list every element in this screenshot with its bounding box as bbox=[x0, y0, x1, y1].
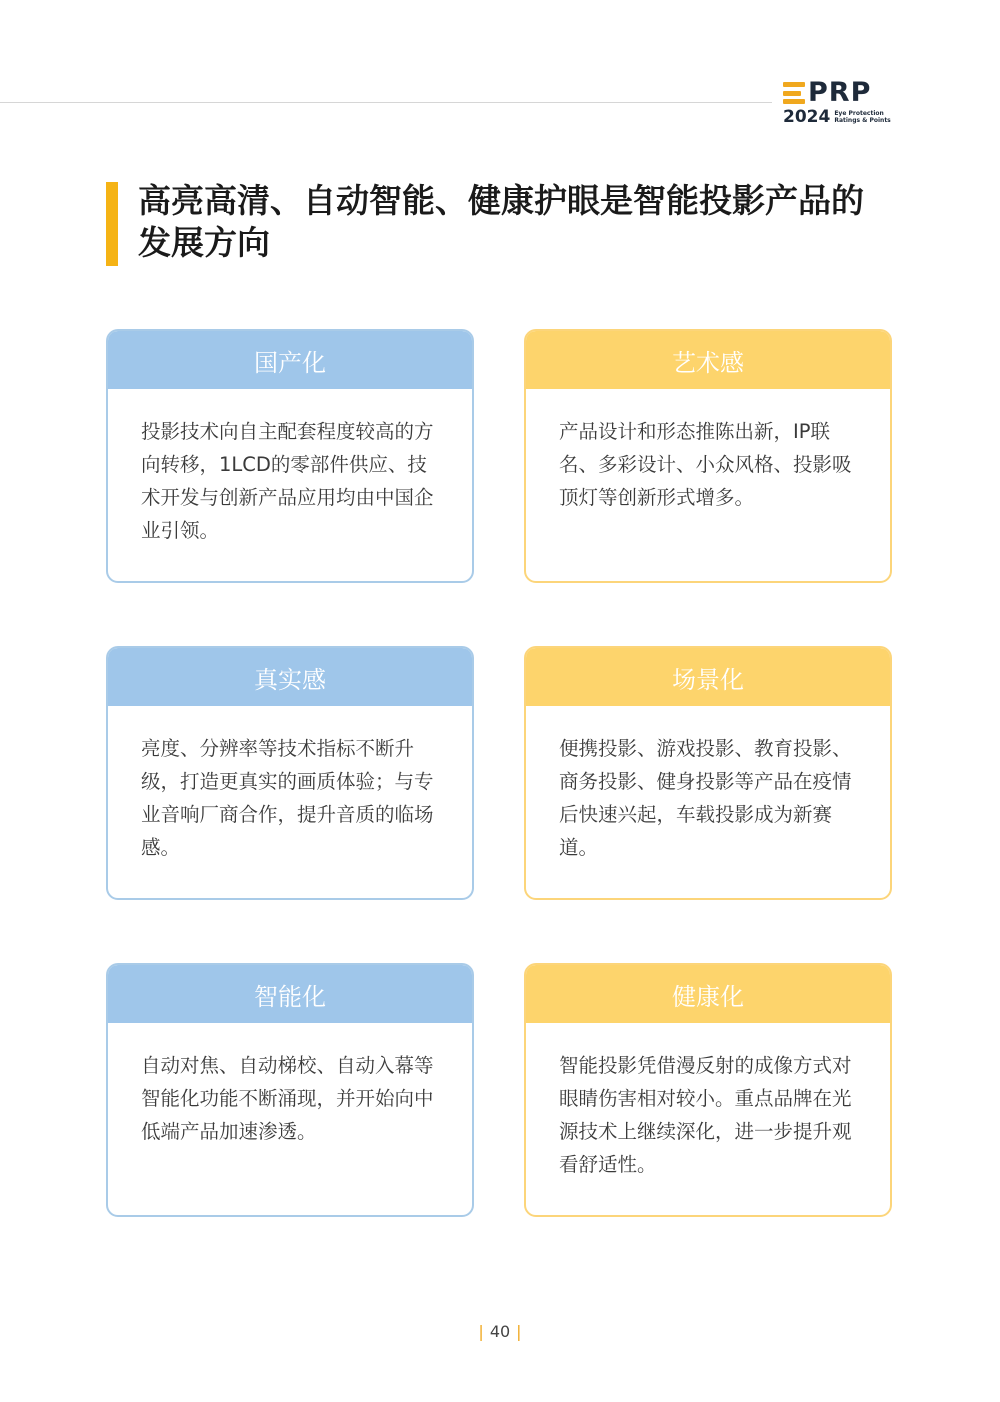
card-artistry bbox=[524, 329, 892, 583]
title-accent-bar bbox=[106, 182, 118, 266]
card-heading: 国产化 bbox=[108, 331, 472, 389]
page-number-value: 40 bbox=[489, 1322, 511, 1341]
logo-year: 2024 bbox=[783, 107, 831, 127]
eprp-logo bbox=[783, 77, 893, 130]
card-localization bbox=[106, 329, 474, 583]
logo-word: PRP bbox=[808, 77, 872, 108]
card-heading: 真实感 bbox=[108, 648, 472, 706]
page-title: 高亮高清、自动智能、健康护眼是智能投影产品的发展方向 bbox=[138, 181, 864, 262]
page-number bbox=[0, 1322, 1000, 1341]
card-body: 投影技术向自主配套程度较高的方向转移，1LCD的零部件供应、技术开发与创新产品应用均由中国企业引领。 bbox=[141, 420, 434, 542]
card-heading: 场景化 bbox=[526, 648, 890, 706]
logo-e-icon bbox=[783, 82, 805, 104]
card-body: 亮度、分辨率等技术指标不断升级，打造更真实的画质体验；与专业音响厂商合作，提升音质的临场感。 bbox=[141, 737, 434, 859]
card-realism bbox=[106, 646, 474, 900]
page-pipe-left: | bbox=[478, 1322, 484, 1341]
card-body: 产品设计和形态推陈出新，IP联名、多彩设计、小众风格、投影吸顶灯等创新形式增多。 bbox=[559, 420, 852, 509]
card-body: 智能投影凭借漫反射的成像方式对眼睛伤害相对较小。重点品牌在光源技术上继续深化，进一步提升观看舒适性。 bbox=[559, 1054, 852, 1176]
card-heading: 智能化 bbox=[108, 965, 472, 1023]
page-pipe-right: | bbox=[516, 1322, 522, 1341]
card-intelligence bbox=[106, 963, 474, 1217]
card-body: 便携投影、游戏投影、教育投影、商务投影、健身投影等产品在疫情后快速兴起，车载投影成为新赛道。 bbox=[559, 737, 852, 859]
card-heading: 健康化 bbox=[526, 965, 890, 1023]
section-title bbox=[106, 180, 906, 264]
card-health bbox=[524, 963, 892, 1217]
logo-subtitle: Eye Protection Ratings & Points bbox=[834, 110, 891, 124]
card-body: 自动对焦、自动梯校、自动入幕等智能化功能不断涌现，并开始向中低端产品加速渗透。 bbox=[141, 1054, 434, 1143]
header-rule bbox=[0, 102, 772, 103]
card-scenarios bbox=[524, 646, 892, 900]
card-heading: 艺术感 bbox=[526, 331, 890, 389]
